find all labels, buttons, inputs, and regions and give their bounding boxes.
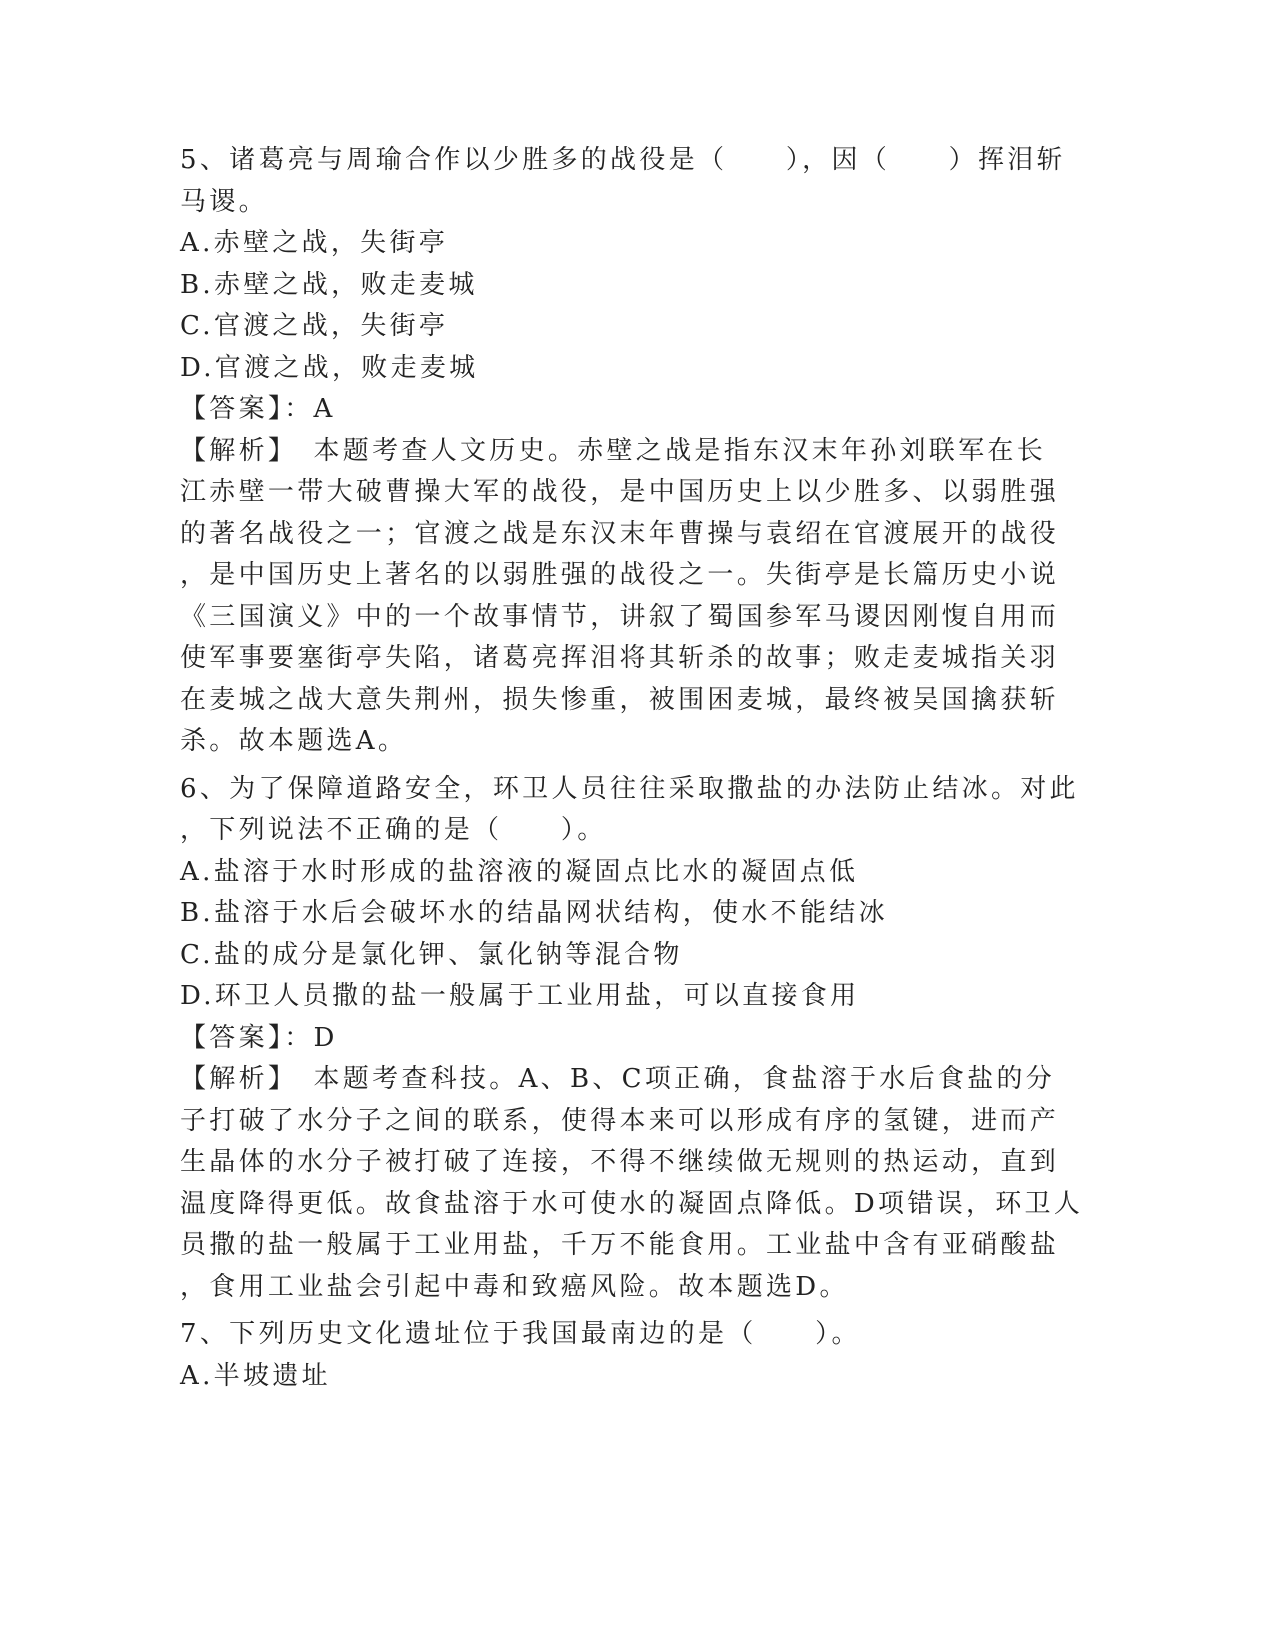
option-a: A.盐溶于水时形成的盐溶液的凝固点比水的凝固点低: [180, 856, 859, 887]
question-6: [180, 769, 1084, 1309]
option-a: A.半坡遗址: [180, 1360, 331, 1391]
answer-line: 【答案】：A: [180, 394, 336, 424]
analysis-line: 温度降得更低。故食盐溶于水可使水的凝固点降低。D项错误，环卫人: [180, 1188, 1084, 1219]
option-c: C.官渡之战，失街亭: [180, 311, 449, 341]
analysis-line: 杀。故本题选A。: [180, 726, 408, 756]
option-c: C.盐的成分是氯化钾、氯化钠等混合物: [180, 939, 683, 970]
analysis-line: 《三国演义》中的一个故事情节，讲叙了蜀国参军马谡因刚愎自用而: [180, 601, 1060, 632]
question-stem-line: 马谡。: [180, 186, 268, 217]
question-5: [180, 140, 1066, 763]
question-stem-line: ，下列说法不正确的是（ ）。: [180, 815, 607, 845]
analysis-line: 使军事要塞街亭失陷，诸葛亮挥泪将其斩杀的故事；败走麦城指关羽: [180, 643, 1060, 673]
analysis-line: 在麦城之战大意失荆州，损失惨重，被围困麦城，最终被吴国擒获斩: [180, 684, 1060, 715]
question-stem-line: 5、诸葛亮与周瑜合作以少胜多的战役是（ ），因（ ）挥泪斩: [180, 145, 1066, 175]
analysis-line: 【解析】 本题考查科技。A、B、C项正确，食盐溶于水后食盐的分: [180, 1064, 1056, 1094]
analysis-line: 江赤壁一带大破曹操大军的战役，是中国历史上以少胜多、以弱胜强: [180, 477, 1060, 507]
question-list: [180, 140, 1084, 1397]
option-d: D.官渡之战，败走麦城: [180, 352, 479, 383]
analysis-line: 员撒的盐一般属于工业用盐，千万不能食用。工业盐中含有亚硝酸盐: [180, 1230, 1060, 1260]
analysis-line: ，是中国历史上著名的以弱胜强的战役之一。失街亭是长篇历史小说: [180, 560, 1060, 590]
question-7: [180, 1314, 1060, 1397]
question-stem-line: 6、为了保障道路安全，环卫人员往往采取撒盐的办法防止结冰。对此: [180, 773, 1079, 804]
analysis-line: 生晶体的水分子被打破了连接，不得不继续做无规则的热运动，直到: [180, 1147, 1060, 1177]
analysis-line: 的著名战役之一；官渡之战是东汉末年曹操与袁绍在官渡展开的战役: [180, 518, 1060, 549]
option-b: B.盐溶于水后会破坏水的结晶网状结构，使水不能结冰: [180, 898, 888, 928]
answer-line: 【答案】：D: [180, 1022, 338, 1053]
option-d: D.环卫人员撒的盐一般属于工业用盐，可以直接食用: [180, 981, 860, 1011]
analysis-line: 【解析】 本题考查人文历史。赤壁之战是指东汉末年孙刘联军在长: [180, 435, 1047, 466]
option-a: A.赤壁之战，失街亭: [180, 228, 449, 258]
option-b: B.赤壁之战，败走麦城: [180, 269, 478, 300]
analysis-line: 子打破了水分子之间的联系，使得本来可以形成有序的氢键，进而产: [180, 1105, 1060, 1136]
analysis-line: ，食用工业盐会引起中毒和致癌风险。故本题选D。: [180, 1271, 849, 1302]
question-stem-line: 7、下列历史文化遗址位于我国最南边的是（ ）。: [180, 1319, 861, 1349]
